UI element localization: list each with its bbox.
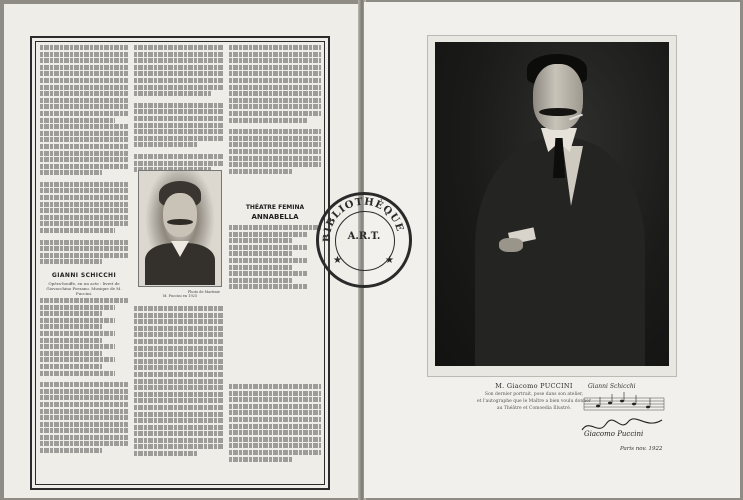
theatre-subtitle: ANNABELLA (251, 213, 299, 221)
theatre-femina-block (229, 204, 321, 291)
gianni-schicchi-subtitle: Opéra-bouffe, en un acte : livret de Giovacchino Forzano. Musique de M. Puccini. (46, 281, 122, 296)
puccini-small-portrait (138, 170, 222, 287)
autograph-title: Gianni Schicchi (588, 383, 636, 390)
article-column-2 (134, 45, 224, 185)
stamp-star-icon: ★ (385, 255, 394, 266)
small-portrait-caption (140, 290, 220, 298)
article-column-3 (229, 45, 321, 195)
caption-line: Son dernier portrait, pose dans son atelier, (484, 392, 584, 397)
gianni-schicchi-title: GIANNI SCHICCHI (51, 272, 117, 279)
library-stamp (316, 192, 412, 288)
photo-credit: Photo de Martinie (187, 290, 220, 294)
puccini-autograph (576, 378, 672, 460)
autograph-date: Paris nov. 1922 (620, 446, 663, 452)
caption-line: au Théâtre et Comoedia Illustré. (496, 406, 572, 411)
signature-flourish (582, 419, 662, 430)
portrait-caption: M. Puccini en 1925 (162, 294, 198, 298)
puccini-portrait-photo (435, 42, 669, 366)
music-notes (596, 392, 650, 408)
gianni-schicchi-block (40, 270, 128, 455)
article-column-2-lower (134, 306, 224, 486)
caption-name: M. Giacomo PUCCINI (495, 382, 573, 390)
theatre-title: THÉATRE FEMINA (245, 204, 305, 211)
stamp-center-label: A.R.T. (347, 231, 381, 242)
stamp-ring-label: BIBLIOTHÈQUE (321, 196, 406, 243)
autograph-signature: Giacomo Puccini (584, 430, 644, 438)
stamp-star-icon: ★ (333, 255, 342, 266)
article-column-3-lower (229, 384, 321, 486)
caption-line: et l'autographe que le Maître a bien voulu donner (477, 399, 591, 404)
